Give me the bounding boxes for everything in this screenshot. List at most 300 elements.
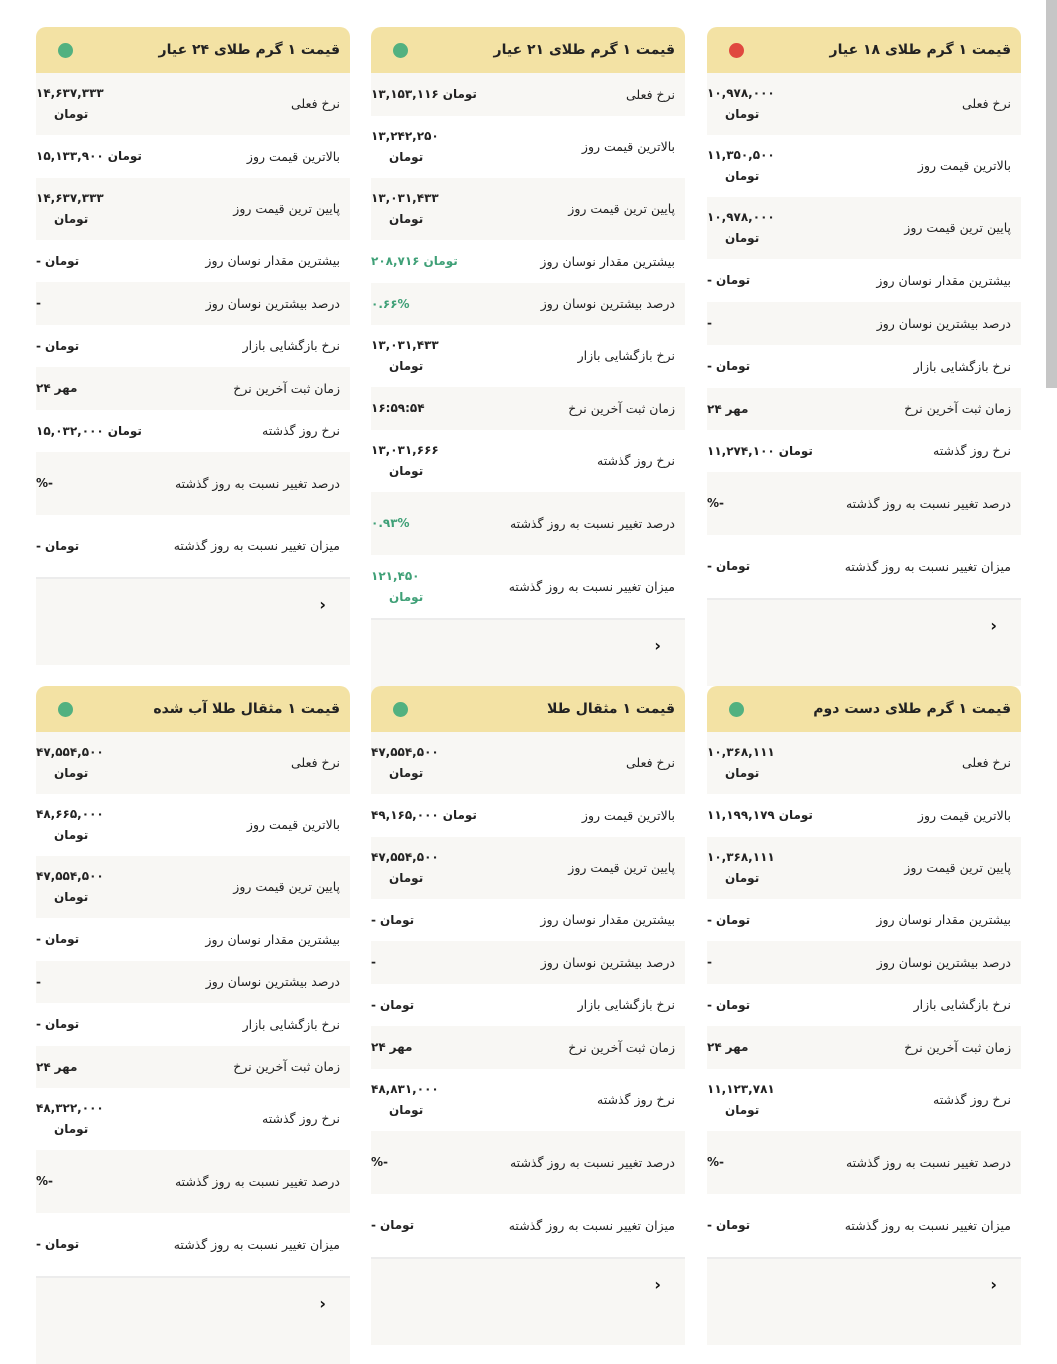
value-unit: تومان: [442, 808, 477, 822]
value-number: %-: [371, 1155, 389, 1169]
value-number: -: [707, 1218, 712, 1232]
row-label: نرخ روز گذشته: [262, 423, 340, 438]
value-unit: تومان: [389, 359, 424, 373]
value-unit: [712, 955, 716, 969]
value-number: -: [707, 359, 712, 373]
row-value: [36, 293, 166, 314]
row-value: [36, 742, 166, 784]
row-label: درصد بیشترین نوسان روز: [876, 954, 1011, 970]
value-number: ۱۱,۱۲۳,۷۸۱: [707, 1082, 775, 1096]
value-unit: تومان: [715, 912, 751, 927]
row-label: نرخ فعلی: [291, 96, 340, 111]
table-row: [36, 73, 350, 135]
table-row: [36, 1003, 350, 1046]
value-unit: [425, 401, 429, 415]
status-up-dot-icon: [393, 43, 408, 58]
value-number: -: [36, 932, 41, 946]
table-row: [371, 1026, 685, 1069]
table-row: [707, 430, 1021, 472]
row-label: نرخ فعلی: [626, 86, 675, 102]
card-header: [707, 686, 1021, 732]
table-row: [707, 984, 1021, 1026]
card-footer: [36, 577, 350, 665]
value-unit: تومان: [54, 766, 89, 780]
row-label: نرخ بازگشایی بازار: [242, 338, 340, 353]
card-footer: [707, 598, 1021, 686]
row-label: درصد بیشترین نوسان روز: [205, 295, 340, 311]
price-card: [36, 686, 350, 1364]
row-label: زمان ثبت آخرین نرخ: [568, 400, 675, 416]
value-number: -: [36, 1237, 41, 1251]
value-unit: تومان: [778, 808, 813, 822]
card-rows: [36, 732, 350, 1276]
value-number: -: [707, 559, 712, 573]
value-unit: مهر: [725, 1040, 749, 1054]
value-number: -: [36, 538, 41, 553]
card-header: [371, 686, 685, 732]
row-value: [36, 972, 166, 993]
value-number: ۱۵,۱۳۳,۹۰۰: [36, 149, 104, 163]
row-label: درصد تغییر نسبت به روز گذشته: [509, 1154, 675, 1170]
row-value: [371, 566, 501, 608]
row-label: بیشترین مقدار نوسان روز: [540, 253, 675, 269]
row-label: میزان تغییر نسبت به روز گذشته: [508, 1217, 675, 1233]
value-number: ۱۱,۲۷۴,۱۰۰: [707, 443, 775, 458]
chevron-left-icon[interactable]: ‹: [990, 1275, 997, 1294]
row-value: [371, 995, 501, 1016]
value-unit: تومان: [389, 589, 424, 604]
row-value: [371, 1215, 501, 1236]
table-row: [36, 1150, 350, 1213]
value-number: ۴۷,۵۵۴,۵۰۰: [371, 850, 439, 864]
table-row: [371, 116, 685, 178]
row-label: بالاترین قیمت روز: [246, 148, 340, 164]
row-value: [707, 1037, 837, 1058]
row-value: [707, 1215, 837, 1236]
value-unit: تومان: [389, 150, 424, 164]
table-row: [36, 452, 350, 515]
table-row: [36, 367, 350, 410]
card-title: قیمت ۱ گرم طلای ۲۴ عیار: [158, 42, 340, 58]
row-label: درصد تغییر نسبت به روز گذشته: [845, 1154, 1011, 1170]
table-row: [371, 555, 685, 618]
card-header: [707, 27, 1021, 73]
scrollbar[interactable]: [1046, 0, 1057, 388]
table-row: [707, 732, 1021, 794]
value-unit: تومان: [725, 1103, 760, 1117]
table-row: [707, 535, 1021, 598]
chevron-left-icon[interactable]: ‹: [654, 636, 661, 655]
value-unit: تومان: [54, 1122, 89, 1136]
value-number: ۱۰,۹۷۸,۰۰۰: [707, 210, 775, 224]
row-value: [707, 207, 837, 249]
row-value: [36, 1234, 166, 1255]
row-label: درصد بیشترین نوسان روز: [540, 296, 675, 311]
value-number: ۱۳,۱۵۳,۱۱۶: [371, 87, 439, 101]
table-row: [371, 732, 685, 794]
row-value: [36, 421, 166, 442]
row-value: [707, 995, 837, 1016]
table-row: [371, 73, 685, 116]
row-label: زمان ثبت آخرین نرخ: [233, 380, 340, 396]
table-row: [36, 282, 350, 325]
value-unit: تومان: [725, 766, 760, 780]
row-value: [36, 83, 166, 125]
value-unit: [724, 1155, 728, 1169]
value-number: %-: [707, 496, 725, 510]
row-label: نرخ فعلی: [962, 755, 1011, 770]
table-row: [371, 430, 685, 492]
row-label: نرخ بازگشایی بازار: [242, 1016, 340, 1032]
table-row: [707, 794, 1021, 837]
value-unit: تومان: [715, 273, 751, 287]
table-row: [707, 73, 1021, 135]
value-unit: تومان: [389, 871, 424, 885]
row-value: [371, 1037, 501, 1058]
row-value: [707, 313, 837, 334]
chevron-left-icon[interactable]: ‹: [990, 616, 997, 635]
row-value: [36, 804, 166, 846]
value-unit: تومان: [725, 871, 760, 885]
card-title: قیمت ۱ گرم طلای ۱۸ عیار: [829, 42, 1011, 58]
row-label: پایین ترین قیمت روز: [904, 220, 1011, 235]
card-footer: [371, 1257, 685, 1345]
value-number: ۱۳,۰۳۱,۶۶۶: [371, 443, 439, 457]
value-number: %-: [707, 1155, 725, 1169]
card-header: [371, 27, 685, 73]
row-label: درصد بیشترین نوسان روز: [540, 954, 675, 970]
row-label: نرخ فعلی: [962, 96, 1011, 111]
value-unit: [410, 297, 414, 311]
value-unit: مهر: [54, 381, 78, 395]
row-label: نرخ فعلی: [626, 755, 675, 770]
value-number: -: [371, 1218, 376, 1232]
table-row: [371, 984, 685, 1026]
row-value: [707, 556, 837, 577]
row-value: [707, 1152, 837, 1173]
row-label: زمان ثبت آخرین نرخ: [904, 401, 1011, 416]
price-card: [36, 27, 350, 665]
value-number: ۴۸,۸۳۱,۰۰۰: [371, 1082, 439, 1096]
table-row: [707, 259, 1021, 302]
value-number: ۴۷,۵۵۴,۵۰۰: [36, 745, 104, 759]
row-value: [371, 126, 501, 168]
value-unit: تومان: [778, 443, 813, 458]
row-label: بیشترین مقدار نوسان روز: [205, 931, 340, 947]
row-value: [371, 188, 501, 230]
table-row: [371, 387, 685, 430]
row-label: نرخ روز گذشته: [933, 1092, 1011, 1107]
row-label: میزان تغییر نسبت به روز گذشته: [844, 558, 1011, 574]
row-label: پایین ترین قیمت روز: [568, 201, 675, 216]
card-title: قیمت ۱ گرم طلای ۲۱ عیار: [493, 42, 675, 58]
row-label: نرخ بازگشایی بازار: [577, 348, 675, 363]
value-number: ۲۰۸,۷۱۶: [371, 254, 420, 268]
row-value: [707, 399, 837, 420]
table-row: [371, 240, 685, 283]
value-unit: تومان: [44, 253, 80, 268]
table-row: [36, 794, 350, 856]
value-number: ۱۳,۰۳۱,۴۳۳: [371, 338, 439, 352]
value-unit: تومان: [715, 1218, 751, 1232]
value-number: ۱۶:۵۹:۵۴: [371, 401, 425, 415]
value-number: ۴۷,۵۵۴,۵۰۰: [371, 745, 439, 759]
card-header: [36, 686, 350, 732]
row-value: [371, 440, 501, 482]
row-value: [36, 146, 166, 167]
table-row: [36, 515, 350, 577]
value-unit: [388, 1155, 392, 1169]
row-label: نرخ بازگشایی بازار: [577, 997, 675, 1012]
table-row: [36, 856, 350, 918]
table-row: [371, 283, 685, 325]
row-label: پایین ترین قیمت روز: [568, 860, 675, 875]
row-value: [371, 251, 501, 272]
row-value: [371, 294, 501, 315]
row-value: [707, 356, 837, 377]
value-number: -: [371, 912, 376, 927]
value-unit: تومان: [389, 464, 424, 478]
row-label: بالاترین قیمت روز: [246, 817, 340, 832]
value-number: -: [371, 997, 376, 1012]
row-value: [36, 1098, 166, 1140]
value-number: %-: [36, 476, 54, 490]
price-card: [707, 686, 1021, 1345]
row-value: [36, 536, 166, 557]
table-row: [371, 178, 685, 240]
value-number: ۲۴: [707, 1040, 722, 1054]
price-card: [707, 27, 1021, 686]
value-number: ۲۴: [371, 1040, 386, 1054]
row-label: بالاترین قیمت روز: [917, 807, 1011, 823]
value-unit: مهر: [389, 1040, 413, 1054]
value-unit: [724, 496, 728, 510]
value-unit: تومان: [379, 997, 415, 1012]
row-value: [707, 1079, 837, 1121]
value-number: ۴۸,۳۲۲,۰۰۰: [36, 1101, 104, 1115]
row-label: نرخ روز گذشته: [262, 1111, 340, 1126]
value-unit: تومان: [107, 149, 142, 163]
row-label: پایین ترین قیمت روز: [233, 879, 340, 894]
table-row: [707, 1069, 1021, 1131]
row-label: بیشترین مقدار نوسان روز: [205, 253, 340, 268]
value-number: ۱۰,۳۶۸,۱۱۱: [707, 850, 775, 864]
row-value: [707, 145, 837, 187]
table-row: [371, 837, 685, 899]
table-row: [707, 135, 1021, 197]
table-row: [707, 197, 1021, 259]
row-value: [707, 805, 837, 826]
value-unit: [41, 975, 45, 989]
row-value: [36, 251, 166, 272]
value-number: -: [36, 1017, 41, 1031]
row-value: [707, 270, 837, 291]
table-row: [36, 135, 350, 178]
row-label: زمان ثبت آخرین نرخ: [568, 1039, 675, 1055]
table-row: [36, 410, 350, 452]
table-row: [371, 1194, 685, 1257]
card-footer: [707, 1257, 1021, 1345]
table-row: [36, 1213, 350, 1276]
status-up-dot-icon: [393, 702, 408, 717]
value-number: -: [36, 974, 41, 989]
value-unit: تومان: [44, 1237, 80, 1251]
table-row: [36, 732, 350, 794]
value-unit: تومان: [442, 87, 477, 101]
card-rows: [707, 73, 1021, 598]
row-label: بیشترین مقدار نوسان روز: [540, 912, 675, 927]
table-row: [707, 388, 1021, 430]
row-value: [371, 952, 501, 973]
value-number: ۱۰,۳۶۸,۱۱۱: [707, 745, 775, 759]
value-number: ۲۴: [36, 1059, 51, 1074]
value-unit: تومان: [54, 107, 89, 121]
row-label: میزان تغییر نسبت به روز گذشته: [508, 578, 675, 594]
row-value: [707, 742, 837, 784]
table-row: [707, 1131, 1021, 1194]
row-value: [371, 847, 501, 889]
table-row: [36, 918, 350, 961]
value-number: ۲۴: [707, 401, 722, 416]
row-value: [371, 398, 501, 419]
table-row: [371, 794, 685, 837]
row-value: [36, 336, 166, 357]
value-number: -: [707, 316, 712, 330]
row-label: میزان تغییر نسبت به روز گذشته: [844, 1217, 1011, 1233]
chevron-left-icon[interactable]: ‹: [654, 1275, 661, 1294]
table-row: [707, 899, 1021, 941]
value-unit: تومان: [715, 359, 751, 373]
row-label: نرخ روز گذشته: [597, 1092, 675, 1107]
value-number: ۱۴,۶۳۷,۳۳۳: [36, 191, 104, 205]
value-unit: تومان: [54, 212, 89, 226]
row-value: [371, 84, 501, 105]
row-label: نرخ بازگشایی بازار: [913, 997, 1011, 1012]
price-card: [371, 27, 685, 706]
card-title: قیمت ۱ مثقال طلا آب شده: [153, 701, 340, 717]
table-row: [36, 1088, 350, 1150]
status-up-dot-icon: [58, 43, 73, 58]
row-value: [36, 1057, 166, 1078]
value-number: ۴۸,۶۶۵,۰۰۰: [36, 807, 104, 821]
chevron-left-icon[interactable]: ‹: [319, 1294, 326, 1313]
table-row: [707, 345, 1021, 388]
value-number: ۱۴,۶۳۷,۳۳۳: [36, 86, 104, 100]
row-value: [707, 441, 837, 462]
table-row: [36, 240, 350, 282]
row-label: بالاترین قیمت روز: [581, 139, 675, 154]
row-label: پایین ترین قیمت روز: [904, 860, 1011, 875]
card-rows: [371, 73, 685, 618]
value-unit: تومان: [379, 912, 415, 927]
value-unit: [53, 476, 57, 490]
value-unit: [41, 296, 45, 310]
row-value: [36, 473, 166, 494]
value-unit: [712, 316, 716, 330]
row-value: [371, 805, 501, 826]
row-value: [371, 1079, 501, 1121]
value-unit: تومان: [54, 890, 89, 904]
value-number: -: [707, 912, 712, 927]
value-number: ۰.۹۳%: [371, 516, 410, 530]
value-number: -: [707, 273, 712, 287]
value-unit: مهر: [725, 401, 749, 416]
row-label: درصد بیشترین نوسان روز: [205, 974, 340, 989]
value-unit: [376, 955, 380, 969]
row-value: [371, 513, 501, 534]
value-unit: [53, 1174, 57, 1188]
row-value: [36, 378, 166, 399]
value-unit: تومان: [715, 559, 751, 573]
value-unit: تومان: [715, 997, 751, 1012]
row-value: [371, 910, 501, 931]
value-number: ۱۲۱,۴۵۰: [371, 568, 420, 583]
value-unit: تومان: [725, 107, 760, 121]
table-row: [371, 1131, 685, 1194]
row-label: درصد تغییر نسبت به روز گذشته: [845, 495, 1011, 511]
row-value: [371, 335, 501, 377]
value-number: -: [36, 296, 41, 310]
card-footer: [36, 1276, 350, 1364]
row-label: بالاترین قیمت روز: [917, 158, 1011, 173]
table-row: [707, 941, 1021, 984]
price-card: [371, 686, 685, 1345]
row-value: [36, 866, 166, 908]
row-value: [36, 1171, 166, 1192]
row-label: پایین ترین قیمت روز: [233, 201, 340, 216]
value-unit: تومان: [44, 932, 80, 946]
row-value: [707, 83, 837, 125]
value-number: -: [36, 253, 41, 268]
value-unit: تومان: [107, 423, 142, 438]
chevron-left-icon[interactable]: ‹: [319, 595, 326, 614]
row-value: [371, 742, 501, 784]
value-number: %-: [36, 1174, 54, 1188]
value-number: -: [371, 955, 376, 969]
table-row: [36, 325, 350, 367]
row-label: بالاترین قیمت روز: [581, 807, 675, 823]
card-header: [36, 27, 350, 73]
value-number: ۱۵,۰۳۲,۰۰۰: [36, 423, 104, 438]
value-unit: تومان: [44, 338, 80, 353]
row-label: درصد تغییر نسبت به روز گذشته: [509, 515, 675, 531]
row-value: [707, 910, 837, 931]
row-value: [36, 929, 166, 950]
row-value: [371, 1152, 501, 1173]
value-unit: تومان: [389, 212, 424, 226]
table-row: [707, 302, 1021, 345]
row-value: [36, 1014, 166, 1035]
table-row: [371, 492, 685, 555]
value-number: ۱۰,۹۷۸,۰۰۰: [707, 86, 775, 100]
row-label: میزان تغییر نسبت به روز گذشته: [173, 538, 340, 553]
value-number: ۴۹,۱۶۵,۰۰۰: [371, 808, 439, 822]
row-value: [36, 188, 166, 230]
value-unit: تومان: [54, 828, 89, 842]
table-row: [371, 325, 685, 387]
row-label: زمان ثبت آخرین نرخ: [233, 1059, 340, 1074]
value-number: ۱۳,۲۴۲,۲۵۰: [371, 129, 439, 143]
row-label: نرخ روز گذشته: [933, 443, 1011, 458]
row-label: درصد تغییر نسبت به روز گذشته: [174, 475, 340, 491]
row-label: میزان تغییر نسبت به روز گذشته: [173, 1236, 340, 1252]
table-row: [371, 941, 685, 984]
value-unit: تومان: [725, 169, 760, 183]
table-row: [707, 1194, 1021, 1257]
status-up-dot-icon: [58, 702, 73, 717]
value-unit: مهر: [54, 1059, 78, 1074]
status-up-dot-icon: [729, 702, 744, 717]
